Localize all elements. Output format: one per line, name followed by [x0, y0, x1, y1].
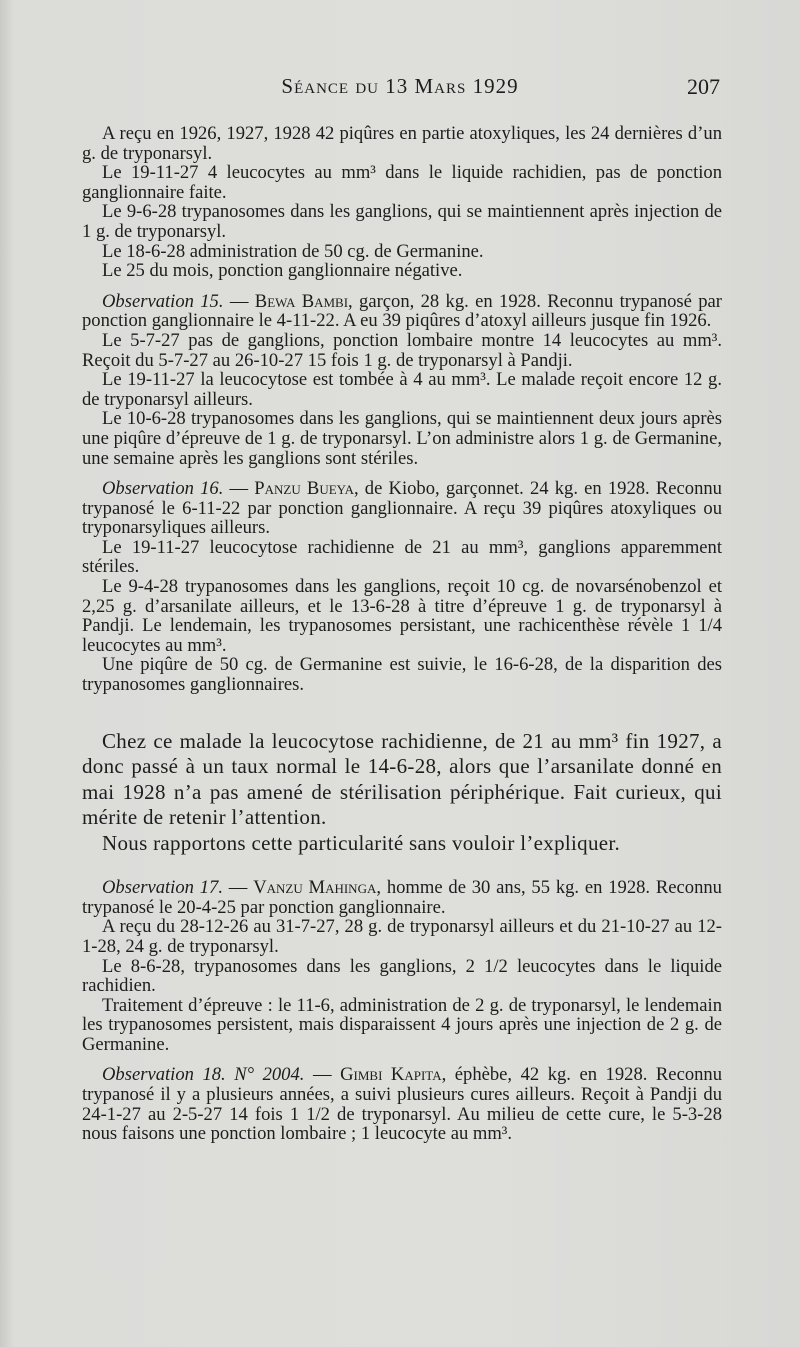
- paragraph: Le 8-6-28, trypanosomes dans les ganglions, 2 1/2 leucocytes dans le liquide rachidien.: [82, 955, 722, 997]
- observation-intro: , éphèbe, 42 kg. en 1928. Reconnu trypanosé il y a plusieurs années, a suivi plusieurs cures ailleurs. Reçoit à Pandji du 24-1-27 au 2-5-27 14 fois 1 1/2 de tryponarsyl. Au milieu de cette cure, le 5-3-28 nous faisons une ponction lombaire ; 1 leucocyte au mm³.: [82, 1064, 723, 1145]
- em-dash: —: [222, 877, 254, 899]
- patient-name: Vanzu Mahinga: [253, 877, 377, 899]
- observation-title: Observation 15.: [102, 290, 224, 312]
- observation-17-heading: [82, 878, 722, 917]
- observations-17-18: [82, 878, 722, 1144]
- observation-intro: , homme de 30 ans, 55 kg. en 1928. Reconnu trypanosé le 20-4-25 par ponction ganglionnaire.: [82, 877, 722, 918]
- paragraph: Le 9-4-28 trypanosomes dans les ganglions, reçoit 10 cg. de novarsénobenzol et 2,25 g. d’arsanilate ailleurs, et le 13-6-28 à titre d’épreuve 1 g. de tryponarsyl à Pandji. Le lendemain, les trypanosomes persistant, une rachicenthèse révèle 1 1/4 leucocytes au mm³.: [82, 576, 722, 656]
- commentary-block: [82, 729, 722, 857]
- observation-title: Observation 17.: [102, 877, 223, 899]
- observation-14-continued: [82, 124, 722, 695]
- observation-15-heading: [82, 292, 722, 331]
- observation-16-heading: [82, 479, 722, 538]
- em-dash: —: [223, 478, 255, 500]
- paragraph: Le 5-7-27 pas de ganglions, ponction lombaire montre 14 leucocytes au mm³. Reçoit du 5-7-27 au 26-10-27 15 fois 1 g. de tryponarsyl à Pandji.: [82, 329, 722, 371]
- patient-name: Bewa Bambi: [254, 290, 349, 312]
- paragraph: Traitement d’épreuve : le 11-6, administration de 2 g. de tryponarsyl, le lendemain les trypanosomes persistent, mais disparaissent 4 jours après une injection de 2 g. de Germanine.: [82, 994, 722, 1055]
- paragraph: Une piqûre de 50 cg. de Germanine est suivie, le 16-6-28, de la disparition des trypanosomes ganglionnaires.: [82, 654, 722, 696]
- observation-title: Observation 18. N° 2004.: [102, 1064, 305, 1086]
- observation-intro: , de Kiobo, garçonnet. 24 kg. en 1928. Reconnu trypanosé le 6-11-22 par ponction ganglionnaire. A reçu 39 piqûres atoxyliques ou tryponarsyliques ailleurs.: [82, 478, 722, 539]
- observation-title: Observation 16.: [102, 478, 224, 500]
- commentary-paragraph: Nous rapportons cette particularité sans vouloir l’expliquer.: [102, 830, 621, 855]
- page-number: 207: [687, 74, 720, 99]
- paragraph: Le 19-11-27 la leucocytose est tombée à 4 au mm³. Le malade reçoit encore 12 g. de tryponarsyl ailleurs.: [82, 369, 722, 410]
- paragraph: Le 25 du mois, ponction ganglionnaire négative.: [102, 260, 463, 282]
- paragraph: Le 18-6-28 administration de 50 cg. de Germanine.: [102, 240, 484, 262]
- paragraph: A reçu du 28-12-26 au 31-7-27, 28 g. de tryponarsyl ailleurs et du 21-10-27 au 12-1-28, 24 g. de tryponarsyl.: [82, 916, 722, 957]
- commentary-paragraph: Chez ce malade la leucocytose rachidienne, de 21 au mm³ fin 1927, a donc passé à un taux normal le 14-6-28, alors que l’arsanilate donné en mai 1928 n’a pas amené de stérilisation périphérique. Fait curieux, qui mérite de retenir l’attention.: [82, 728, 722, 830]
- patient-name: Panzu Bueya: [254, 478, 354, 500]
- paragraph: Le 19-11-27 4 leucocytes au mm³ dans le liquide rachidien, pas de ponction ganglionnaire faite.: [82, 162, 722, 203]
- observation-intro: , garçon, 28 kg. en 1928. Reconnu trypanosé par ponction ganglionnaire le 4-11-22. A eu 39 piqûres d’atoxyl ailleurs jusque fin 1926.: [82, 290, 722, 332]
- paragraph: A reçu en 1926, 1927, 1928 42 piqûres en partie atoxyliques, les 24 dernières d’un g. de tryponarsyl.: [82, 123, 722, 164]
- em-dash: —: [304, 1064, 341, 1086]
- page-body: [82, 124, 722, 1144]
- patient-name: Gimbi Kapita: [340, 1064, 442, 1086]
- paragraph: Le 9-6-28 trypanosomes dans les ganglions, qui se maintiennent après injection de 1 g. de tryponarsyl.: [82, 201, 722, 242]
- em-dash: —: [223, 290, 255, 312]
- observation-18-heading: [82, 1065, 722, 1143]
- running-head: Séance du 13 Mars 1929: [281, 74, 519, 98]
- paragraph: Le 10-6-28 trypanosomes dans les ganglions, qui se maintiennent deux jours après une piqûre d’épreuve de 1 g. de tryponarsyl. L’on administre alors 1 g. de Germanine, une semaine après les ganglions sont stériles.: [82, 408, 722, 469]
- page-header: [80, 74, 720, 102]
- paragraph: Le 19-11-27 leucocytose rachidienne de 21 au mm³, ganglions apparemment stériles.: [82, 536, 722, 578]
